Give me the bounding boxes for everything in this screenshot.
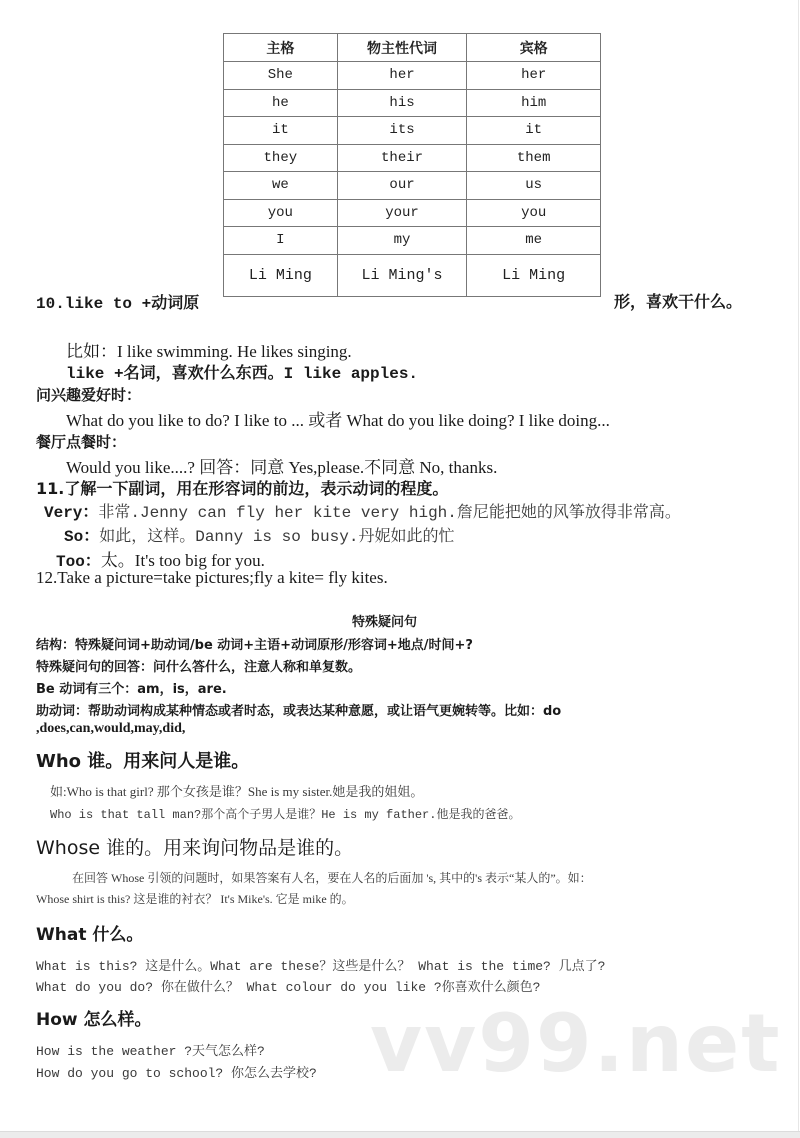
table-row	[224, 199, 601, 227]
whose-heading: Whose 谁的。用来询问物品是谁的。	[36, 837, 354, 859]
table-row	[224, 227, 601, 255]
answer-line: 特殊疑问句的回答：问什么答什么，注意人称和单复数。	[36, 660, 362, 675]
table-cell: Li Ming	[467, 254, 601, 296]
table-cell: me	[467, 227, 601, 255]
table-cell: She	[224, 62, 338, 90]
table-cell: his	[337, 89, 467, 117]
who-example-2: Who is that tall man?那个高个子男人是谁？He is my father.他是我的爸爸。	[50, 808, 521, 822]
what-example-2: What do you do? 你在做什么？ What colour do you like ?你喜欢什么颜色?	[36, 980, 541, 995]
aux-line-1: 助动词：帮助动词构成某种情态或者时态，或表达某种意愿，或让语气更婉转等。比如：do	[36, 704, 562, 719]
so-line	[64, 523, 454, 546]
table-cell: he	[224, 89, 338, 117]
table-header-row	[224, 34, 601, 62]
how-example-2: How do you go to school? 你怎么去学校?	[36, 1066, 317, 1081]
who-example-1: 如:Who is that girl? 那个女孩是谁？She is my sister.她是我的姐姐。	[50, 784, 424, 799]
table-cell: Li Ming's	[337, 254, 467, 296]
table-cell: her	[467, 62, 601, 90]
table-cell: your	[337, 199, 467, 227]
table-row	[224, 62, 601, 90]
whose-paragraph-2: Whose shirt is this? 这是谁的衬衣？ It's Mike's. 它是 mike 的。	[36, 892, 354, 906]
aux-line-2: ,does,can,would,may,did,	[36, 721, 186, 736]
table-cell: Li Ming	[224, 254, 338, 296]
table-cell: her	[337, 62, 467, 90]
table-cell: its	[337, 117, 467, 145]
be-verbs-line: Be 动词有三个：am，is，are.	[36, 682, 227, 697]
restaurant-line: Would you like....? 回答：同意 Yes,please.不同意 No, thanks.	[66, 458, 498, 477]
how-heading: How 怎么样。	[36, 1010, 152, 1030]
watermark: vv99.net	[370, 997, 782, 1090]
table-row	[224, 172, 601, 200]
table-cell: you	[224, 199, 338, 227]
table-cell: them	[467, 144, 601, 172]
very-text: 非常.Jenny can fly her kite very high.詹尼能把她的风筝放得非常高。	[98, 504, 681, 522]
restaurant-heading: 餐厅点餐时：	[36, 433, 127, 451]
too-text: 太。It's too big for you.	[100, 551, 265, 570]
table-cell: us	[467, 172, 601, 200]
table-cell: my	[337, 227, 467, 255]
table-cell: their	[337, 144, 467, 172]
very-line	[44, 499, 681, 522]
item10-noun-line: like +名词，喜欢什么东西。I like apples.	[66, 365, 419, 383]
header-subject: 主格	[224, 34, 338, 62]
table-cell: I	[224, 227, 338, 255]
item12-line: 12.Take a picture=take pictures;fly a kite= fly kites.	[36, 568, 388, 587]
what-example-1: What is this? 这是什么。What are these？这些是什么？ What is the time? 几点了?	[36, 959, 606, 974]
item11-heading: 11.了解一下副词，用在形容词的前边，表示动词的程度。	[36, 479, 449, 498]
table-cell: it	[467, 117, 601, 145]
header-object: 宾格	[467, 34, 601, 62]
header-possessive: 物主性代词	[337, 34, 467, 62]
how-example-1: How is the weather ?天气怎么样?	[36, 1044, 265, 1059]
table-cell: we	[224, 172, 338, 200]
special-questions-title: 特殊疑问句	[352, 615, 418, 630]
whose-paragraph-1: 在回答 Whose 引领的问题时，如果答案有人名，要在人名的后面加 's, 其中的's 表示“某人的”。如：	[72, 871, 592, 885]
so-text: 如此，这样。Danny is so busy.丹妮如此的忙	[99, 528, 455, 546]
table-row	[224, 254, 601, 296]
very-label: Very：	[44, 504, 99, 522]
who-heading: Who 谁。用来问人是谁。	[36, 751, 250, 772]
so-label: So：	[64, 528, 100, 546]
item10-example: 比如：I like swimming. He likes singing.	[66, 342, 352, 361]
item10-heading-right: 形，喜欢干什么。	[614, 292, 743, 311]
hobby-heading: 问兴趣爱好时：	[36, 386, 142, 404]
table-row	[224, 89, 601, 117]
hobby-line: What do you like to do? I like to ... 或者 What do you like doing? I like doing...	[66, 411, 610, 430]
what-heading: What 什么。	[36, 925, 144, 945]
structure-line: 结构：特殊疑问词+助动词/be 动词+主语+动词原形/形容词+地点/时间+?	[36, 638, 473, 653]
table-cell: you	[467, 199, 601, 227]
table-cell: it	[224, 117, 338, 145]
pronoun-table	[223, 33, 601, 297]
table-cell: our	[337, 172, 467, 200]
table-cell: they	[224, 144, 338, 172]
table-row	[224, 117, 601, 145]
item10-heading-left: 10.like to +动词原	[36, 295, 200, 313]
table-row	[224, 144, 601, 172]
table-cell: him	[467, 89, 601, 117]
too-label: Too：	[56, 553, 101, 571]
